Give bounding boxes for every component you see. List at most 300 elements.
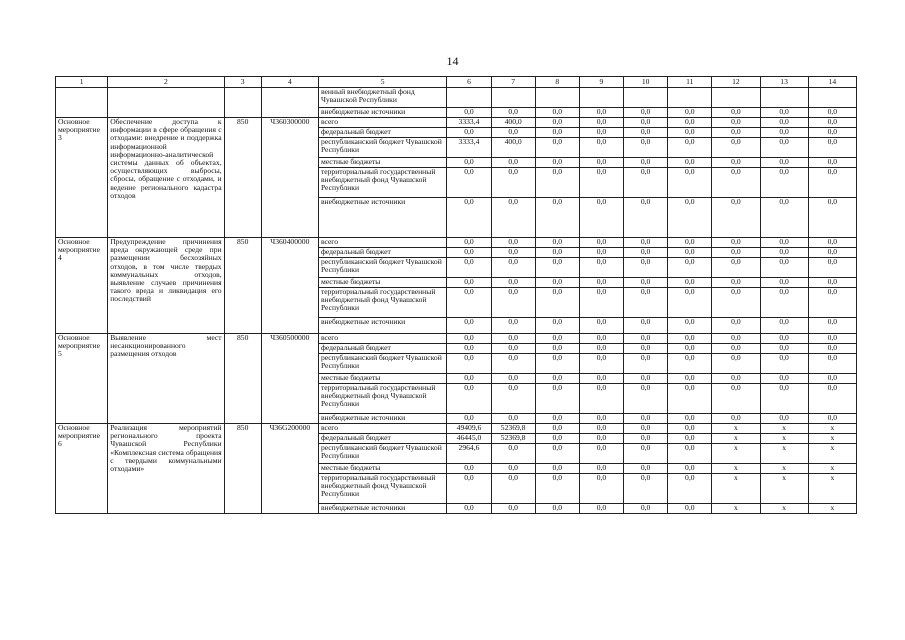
value-cell: 0,0 bbox=[624, 344, 668, 354]
value-cell: 0,0 bbox=[624, 318, 668, 334]
value-cell: 0,0 bbox=[712, 384, 760, 414]
value-cell: 0,0 bbox=[579, 118, 623, 128]
value-cell: 0,0 bbox=[491, 278, 535, 288]
value-cell: 0,0 bbox=[447, 384, 491, 414]
value-cell: 0,0 bbox=[491, 444, 535, 464]
value-cell: 0,0 bbox=[491, 334, 535, 344]
value-cell: x bbox=[808, 474, 856, 504]
value-cell: 0,0 bbox=[668, 354, 712, 374]
value-cell: 0,0 bbox=[668, 288, 712, 318]
value-cell: 0,0 bbox=[668, 504, 712, 514]
value-cell: 0,0 bbox=[624, 238, 668, 248]
value-cell: 0,0 bbox=[579, 198, 623, 238]
value-cell: 0,0 bbox=[535, 288, 579, 318]
value-cell: x bbox=[712, 474, 760, 504]
value-cell: 0,0 bbox=[447, 258, 491, 278]
column-header-7: 7 bbox=[491, 77, 535, 88]
value-cell: 0,0 bbox=[579, 248, 623, 258]
column-header-5: 5 bbox=[318, 77, 446, 88]
value-cell: x bbox=[808, 464, 856, 474]
value-cell: 0,0 bbox=[535, 118, 579, 128]
budget-table bbox=[55, 76, 857, 514]
value-cell: 0,0 bbox=[808, 354, 856, 374]
value-cell: x bbox=[760, 474, 808, 504]
value-cell: 0,0 bbox=[535, 424, 579, 434]
value-cell: 0,0 bbox=[712, 238, 760, 248]
value-cell: 0,0 bbox=[579, 278, 623, 288]
value-cell: 0,0 bbox=[579, 384, 623, 414]
value-cell: 0,0 bbox=[579, 464, 623, 474]
value-cell: 0,0 bbox=[760, 318, 808, 334]
funding-source: федеральный бюджет bbox=[318, 248, 446, 258]
value-cell: 0,0 bbox=[535, 384, 579, 414]
table-body bbox=[56, 88, 857, 514]
measure-description: Реализация мероприятий регионального проекта Чувашской Республики «Комплексная система обращения с твердыми коммунальными отходами» bbox=[108, 424, 224, 514]
value-cell: 0,0 bbox=[760, 248, 808, 258]
value-cell: 0,0 bbox=[624, 128, 668, 138]
funding-source: венный внебюджетный фонд Чувашской Республики bbox=[318, 88, 446, 108]
funding-source: федеральный бюджет bbox=[318, 344, 446, 354]
value-cell: 0,0 bbox=[712, 128, 760, 138]
value-cell: 0,0 bbox=[579, 138, 623, 158]
value-cell: 0,0 bbox=[624, 504, 668, 514]
value-cell: 0,0 bbox=[668, 258, 712, 278]
funding-source: внебюджетные источники bbox=[318, 108, 446, 118]
value-cell: 0,0 bbox=[808, 238, 856, 248]
value-cell: 0,0 bbox=[535, 334, 579, 344]
value-cell: 0,0 bbox=[624, 258, 668, 278]
value-cell: 0,0 bbox=[668, 108, 712, 118]
value-cell: 0,0 bbox=[668, 238, 712, 248]
value-cell: 0,0 bbox=[760, 334, 808, 344]
value-cell: 0,0 bbox=[624, 198, 668, 238]
value-cell: 0,0 bbox=[535, 238, 579, 248]
value-cell: 0,0 bbox=[760, 278, 808, 288]
value-cell: 0,0 bbox=[712, 108, 760, 118]
value-cell: 0,0 bbox=[491, 504, 535, 514]
value-cell: 0,0 bbox=[535, 504, 579, 514]
value-cell: 0,0 bbox=[535, 344, 579, 354]
grbs-code: 850 bbox=[224, 424, 261, 514]
value-cell: 0,0 bbox=[579, 424, 623, 434]
value-cell: 0,0 bbox=[624, 434, 668, 444]
column-header-12: 12 bbox=[712, 77, 760, 88]
value-cell: x bbox=[760, 424, 808, 434]
value-cell: 0,0 bbox=[447, 354, 491, 374]
value-cell: x bbox=[760, 504, 808, 514]
value-cell: 0,0 bbox=[624, 384, 668, 414]
value-cell: 0,0 bbox=[491, 344, 535, 354]
value-cell: 0,0 bbox=[624, 118, 668, 128]
value-cell: x bbox=[712, 444, 760, 464]
value-cell: 0,0 bbox=[668, 424, 712, 434]
value-cell: 0,0 bbox=[808, 414, 856, 424]
value-cell: 0,0 bbox=[535, 128, 579, 138]
funding-source: республиканский бюджет Чувашской Республики bbox=[318, 138, 446, 158]
table-row bbox=[56, 334, 857, 344]
value-cell: 0,0 bbox=[760, 168, 808, 198]
value-cell: 0,0 bbox=[579, 318, 623, 334]
value-cell: 0,0 bbox=[579, 374, 623, 384]
value-cell: 0,0 bbox=[668, 138, 712, 158]
value-cell: 0,0 bbox=[712, 158, 760, 168]
funding-source: территориальный государственный внебюджетный фонд Чувашской Республики bbox=[318, 474, 446, 504]
column-header-14: 14 bbox=[808, 77, 856, 88]
value-cell: 0,0 bbox=[808, 344, 856, 354]
value-cell bbox=[760, 88, 808, 108]
value-cell: 0,0 bbox=[712, 248, 760, 258]
funding-source: всего bbox=[318, 238, 446, 248]
value-cell: 0,0 bbox=[760, 198, 808, 238]
value-cell: 0,0 bbox=[760, 118, 808, 128]
funding-source: республиканский бюджет Чувашской Республики bbox=[318, 444, 446, 464]
value-cell: 0,0 bbox=[535, 318, 579, 334]
value-cell: 0,0 bbox=[624, 444, 668, 464]
column-header-1: 1 bbox=[56, 77, 108, 88]
column-header-4: 4 bbox=[261, 77, 318, 88]
table-row bbox=[56, 88, 857, 108]
value-cell: 0,0 bbox=[579, 288, 623, 318]
value-cell: 0,0 bbox=[535, 198, 579, 238]
empty-cell bbox=[261, 88, 318, 118]
value-cell: 0,0 bbox=[668, 158, 712, 168]
funding-source: местные бюджеты bbox=[318, 278, 446, 288]
value-cell: 0,0 bbox=[624, 474, 668, 504]
value-cell: 0,0 bbox=[579, 158, 623, 168]
value-cell: 0,0 bbox=[491, 288, 535, 318]
value-cell: 0,0 bbox=[535, 138, 579, 158]
value-cell: 0,0 bbox=[712, 374, 760, 384]
value-cell: 0,0 bbox=[447, 248, 491, 258]
empty-cell bbox=[224, 88, 261, 118]
grbs-code: 850 bbox=[224, 238, 261, 334]
budget-code: Ч360300000 bbox=[261, 118, 318, 238]
value-cell: 0,0 bbox=[579, 334, 623, 344]
value-cell: 0,0 bbox=[447, 128, 491, 138]
value-cell: 0,0 bbox=[535, 108, 579, 118]
funding-source: местные бюджеты bbox=[318, 158, 446, 168]
value-cell: 0,0 bbox=[668, 278, 712, 288]
value-cell: 0,0 bbox=[579, 168, 623, 198]
value-cell: 0,0 bbox=[808, 118, 856, 128]
value-cell bbox=[712, 88, 760, 108]
value-cell: 0,0 bbox=[808, 258, 856, 278]
value-cell: 0,0 bbox=[760, 354, 808, 374]
grbs-code: 850 bbox=[224, 334, 261, 424]
value-cell: 0,0 bbox=[491, 108, 535, 118]
value-cell: 0,0 bbox=[535, 374, 579, 384]
value-cell: 0,0 bbox=[808, 384, 856, 414]
value-cell: 0,0 bbox=[624, 278, 668, 288]
funding-source: федеральный бюджет bbox=[318, 434, 446, 444]
value-cell: 0,0 bbox=[760, 138, 808, 158]
value-cell: x bbox=[760, 434, 808, 444]
value-cell: x bbox=[808, 444, 856, 464]
value-cell: 0,0 bbox=[808, 198, 856, 238]
value-cell: 0,0 bbox=[668, 248, 712, 258]
value-cell: 0,0 bbox=[447, 464, 491, 474]
funding-source: территориальный государственный внебюджетный фонд Чувашской Республики bbox=[318, 384, 446, 414]
value-cell: 0,0 bbox=[760, 108, 808, 118]
value-cell: 0,0 bbox=[808, 374, 856, 384]
page-number: 14 bbox=[446, 54, 459, 68]
value-cell bbox=[579, 88, 623, 108]
value-cell: 0,0 bbox=[535, 434, 579, 444]
funding-source: внебюджетные источники bbox=[318, 414, 446, 424]
empty-cell bbox=[56, 88, 108, 118]
value-cell: 0,0 bbox=[712, 138, 760, 158]
column-header-11: 11 bbox=[668, 77, 712, 88]
value-cell: x bbox=[808, 504, 856, 514]
value-cell: 0,0 bbox=[447, 288, 491, 318]
measure-name: Основное мероприятие 4 bbox=[56, 238, 108, 334]
value-cell: 0,0 bbox=[624, 248, 668, 258]
value-cell: 0,0 bbox=[624, 168, 668, 198]
value-cell: 0,0 bbox=[760, 414, 808, 424]
value-cell: 0,0 bbox=[668, 464, 712, 474]
value-cell: 0,0 bbox=[808, 318, 856, 334]
value-cell: x bbox=[712, 434, 760, 444]
value-cell: 0,0 bbox=[808, 248, 856, 258]
value-cell: 0,0 bbox=[668, 334, 712, 344]
funding-source: внебюджетные источники bbox=[318, 318, 446, 334]
value-cell: 0,0 bbox=[579, 504, 623, 514]
value-cell: 0,0 bbox=[447, 474, 491, 504]
value-cell: 0,0 bbox=[535, 278, 579, 288]
value-cell: 0,0 bbox=[712, 344, 760, 354]
column-header-10: 10 bbox=[624, 77, 668, 88]
value-cell: 0,0 bbox=[491, 374, 535, 384]
value-cell: 0,0 bbox=[535, 474, 579, 504]
measure-description: Предупреждение причинения вреда окружающей среде при размещении бесхозяйных отходов, в том числе твердых коммунальных отходов, выявление случаев причинения такого вреда и ликвидация его последствий bbox=[108, 238, 224, 334]
value-cell: 0,0 bbox=[712, 118, 760, 128]
value-cell: 0,0 bbox=[760, 344, 808, 354]
value-cell: 0,0 bbox=[808, 128, 856, 138]
value-cell: 0,0 bbox=[491, 158, 535, 168]
funding-source: местные бюджеты bbox=[318, 374, 446, 384]
value-cell: x bbox=[760, 444, 808, 464]
value-cell: 52369,8 bbox=[491, 434, 535, 444]
value-cell bbox=[624, 88, 668, 108]
value-cell: 0,0 bbox=[668, 128, 712, 138]
value-cell: 52369,8 bbox=[491, 424, 535, 434]
value-cell: x bbox=[808, 424, 856, 434]
value-cell: 0,0 bbox=[760, 128, 808, 138]
value-cell: 0,0 bbox=[712, 278, 760, 288]
value-cell: 0,0 bbox=[535, 464, 579, 474]
value-cell: 0,0 bbox=[491, 474, 535, 504]
measure-description: Обеспечение доступа к информации в сфере обращения с отходами: внедрение и поддержка информационной информационно-аналитической системы данных об объектах, осуществляющих выбросы, сбросы, обращение с отходами, и ведение регионального кадастра отходов bbox=[108, 118, 224, 238]
value-cell bbox=[668, 88, 712, 108]
value-cell: 0,0 bbox=[668, 474, 712, 504]
value-cell: 0,0 bbox=[712, 334, 760, 344]
value-cell: 0,0 bbox=[535, 354, 579, 374]
funding-source: внебюджетные источники bbox=[318, 504, 446, 514]
value-cell: 0,0 bbox=[447, 278, 491, 288]
empty-cell bbox=[108, 88, 224, 118]
value-cell: 0,0 bbox=[712, 198, 760, 238]
value-cell: 46445,0 bbox=[447, 434, 491, 444]
value-cell: 0,0 bbox=[447, 334, 491, 344]
value-cell: 0,0 bbox=[491, 318, 535, 334]
measure-name: Основное мероприятие 3 bbox=[56, 118, 108, 238]
column-header-8: 8 bbox=[535, 77, 579, 88]
value-cell: 0,0 bbox=[624, 158, 668, 168]
value-cell: 0,0 bbox=[668, 344, 712, 354]
value-cell: 0,0 bbox=[808, 138, 856, 158]
value-cell: 49409,6 bbox=[447, 424, 491, 434]
value-cell: 0,0 bbox=[624, 424, 668, 434]
value-cell: 3333,4 bbox=[447, 118, 491, 128]
value-cell: 0,0 bbox=[668, 168, 712, 198]
table-header bbox=[56, 77, 857, 88]
value-cell: 0,0 bbox=[535, 444, 579, 464]
value-cell: 0,0 bbox=[491, 464, 535, 474]
value-cell: 0,0 bbox=[760, 258, 808, 278]
column-header-9: 9 bbox=[579, 77, 623, 88]
value-cell: 0,0 bbox=[624, 414, 668, 424]
value-cell: 0,0 bbox=[760, 374, 808, 384]
table-row bbox=[56, 238, 857, 248]
value-cell: 0,0 bbox=[624, 108, 668, 118]
value-cell bbox=[491, 88, 535, 108]
value-cell: 0,0 bbox=[624, 464, 668, 474]
value-cell: 0,0 bbox=[579, 128, 623, 138]
value-cell: 0,0 bbox=[624, 374, 668, 384]
funding-source: всего bbox=[318, 334, 446, 344]
value-cell: 0,0 bbox=[668, 434, 712, 444]
value-cell: 3333,4 bbox=[447, 138, 491, 158]
value-cell: 0,0 bbox=[491, 414, 535, 424]
header-row bbox=[56, 77, 857, 88]
funding-source: всего bbox=[318, 424, 446, 434]
value-cell: 0,0 bbox=[535, 158, 579, 168]
value-cell: 0,0 bbox=[668, 198, 712, 238]
value-cell: 0,0 bbox=[447, 168, 491, 198]
value-cell: 0,0 bbox=[760, 158, 808, 168]
value-cell: 0,0 bbox=[760, 238, 808, 248]
funding-source: всего bbox=[318, 118, 446, 128]
value-cell: 0,0 bbox=[579, 258, 623, 278]
value-cell: 0,0 bbox=[535, 414, 579, 424]
value-cell: 0,0 bbox=[579, 238, 623, 248]
value-cell: 0,0 bbox=[579, 444, 623, 464]
value-cell bbox=[808, 88, 856, 108]
value-cell: 0,0 bbox=[579, 108, 623, 118]
budget-code: Ч360500000 bbox=[261, 334, 318, 424]
value-cell: 0,0 bbox=[760, 384, 808, 414]
value-cell: 0,0 bbox=[712, 288, 760, 318]
column-header-2: 2 bbox=[108, 77, 224, 88]
value-cell: 0,0 bbox=[579, 344, 623, 354]
column-header-3: 3 bbox=[224, 77, 261, 88]
funding-source: территориальный государственный внебюджетный фонд Чувашской Республики bbox=[318, 168, 446, 198]
value-cell: 0,0 bbox=[535, 248, 579, 258]
value-cell: 0,0 bbox=[447, 414, 491, 424]
value-cell: 400,0 bbox=[491, 138, 535, 158]
value-cell: 0,0 bbox=[624, 334, 668, 344]
grbs-code: 850 bbox=[224, 118, 261, 238]
measure-name: Основное мероприятие 5 bbox=[56, 334, 108, 424]
value-cell bbox=[447, 88, 491, 108]
funding-source: федеральный бюджет bbox=[318, 128, 446, 138]
column-header-13: 13 bbox=[760, 77, 808, 88]
value-cell: 0,0 bbox=[624, 138, 668, 158]
value-cell: 0,0 bbox=[491, 248, 535, 258]
column-header-6: 6 bbox=[447, 77, 491, 88]
value-cell: 0,0 bbox=[579, 474, 623, 504]
value-cell: 0,0 bbox=[624, 288, 668, 318]
value-cell: 0,0 bbox=[491, 384, 535, 414]
value-cell: 0,0 bbox=[808, 278, 856, 288]
value-cell: 0,0 bbox=[668, 414, 712, 424]
value-cell: 0,0 bbox=[535, 258, 579, 278]
value-cell: 0,0 bbox=[668, 118, 712, 128]
value-cell: x bbox=[712, 464, 760, 474]
value-cell: 0,0 bbox=[808, 108, 856, 118]
value-cell: 0,0 bbox=[491, 128, 535, 138]
value-cell: x bbox=[808, 434, 856, 444]
value-cell: 0,0 bbox=[712, 414, 760, 424]
value-cell: 0,0 bbox=[447, 318, 491, 334]
value-cell: 0,0 bbox=[712, 258, 760, 278]
value-cell: x bbox=[712, 424, 760, 434]
value-cell: 0,0 bbox=[447, 238, 491, 248]
value-cell: 0,0 bbox=[535, 168, 579, 198]
value-cell: 0,0 bbox=[447, 198, 491, 238]
value-cell: 0,0 bbox=[579, 434, 623, 444]
funding-source: республиканский бюджет Чувашской Республики bbox=[318, 258, 446, 278]
value-cell: 2964,6 bbox=[447, 444, 491, 464]
value-cell: 0,0 bbox=[491, 198, 535, 238]
value-cell: x bbox=[760, 464, 808, 474]
value-cell: 0,0 bbox=[668, 384, 712, 414]
value-cell: 0,0 bbox=[808, 288, 856, 318]
value-cell: 0,0 bbox=[491, 258, 535, 278]
funding-source: республиканский бюджет Чувашской Республики bbox=[318, 354, 446, 374]
budget-code: Ч360400000 bbox=[261, 238, 318, 334]
value-cell: 0,0 bbox=[668, 444, 712, 464]
measure-name: Основное мероприятие 6 bbox=[56, 424, 108, 514]
value-cell bbox=[535, 88, 579, 108]
value-cell: 0,0 bbox=[491, 168, 535, 198]
value-cell: 0,0 bbox=[447, 374, 491, 384]
table-row bbox=[56, 424, 857, 434]
value-cell: 0,0 bbox=[760, 288, 808, 318]
budget-code: Ч36G200000 bbox=[261, 424, 318, 514]
value-cell: 0,0 bbox=[447, 344, 491, 354]
value-cell: 400,0 bbox=[491, 118, 535, 128]
table-row bbox=[56, 118, 857, 128]
value-cell: x bbox=[712, 504, 760, 514]
value-cell: 0,0 bbox=[579, 414, 623, 424]
value-cell: 0,0 bbox=[712, 168, 760, 198]
value-cell: 0,0 bbox=[447, 108, 491, 118]
value-cell: 0,0 bbox=[579, 354, 623, 374]
value-cell: 0,0 bbox=[808, 168, 856, 198]
value-cell: 0,0 bbox=[624, 354, 668, 374]
funding-source: внебюджетные источники bbox=[318, 198, 446, 238]
value-cell: 0,0 bbox=[491, 238, 535, 248]
value-cell: 0,0 bbox=[712, 354, 760, 374]
funding-source: территориальный государственный внебюджетный фонд Чувашской Республики bbox=[318, 288, 446, 318]
value-cell: 0,0 bbox=[491, 354, 535, 374]
value-cell: 0,0 bbox=[808, 158, 856, 168]
value-cell: 0,0 bbox=[668, 374, 712, 384]
measure-description: Выявление мест несанкционированного размещения отходов bbox=[108, 334, 224, 424]
value-cell: 0,0 bbox=[712, 318, 760, 334]
value-cell: 0,0 bbox=[808, 334, 856, 344]
